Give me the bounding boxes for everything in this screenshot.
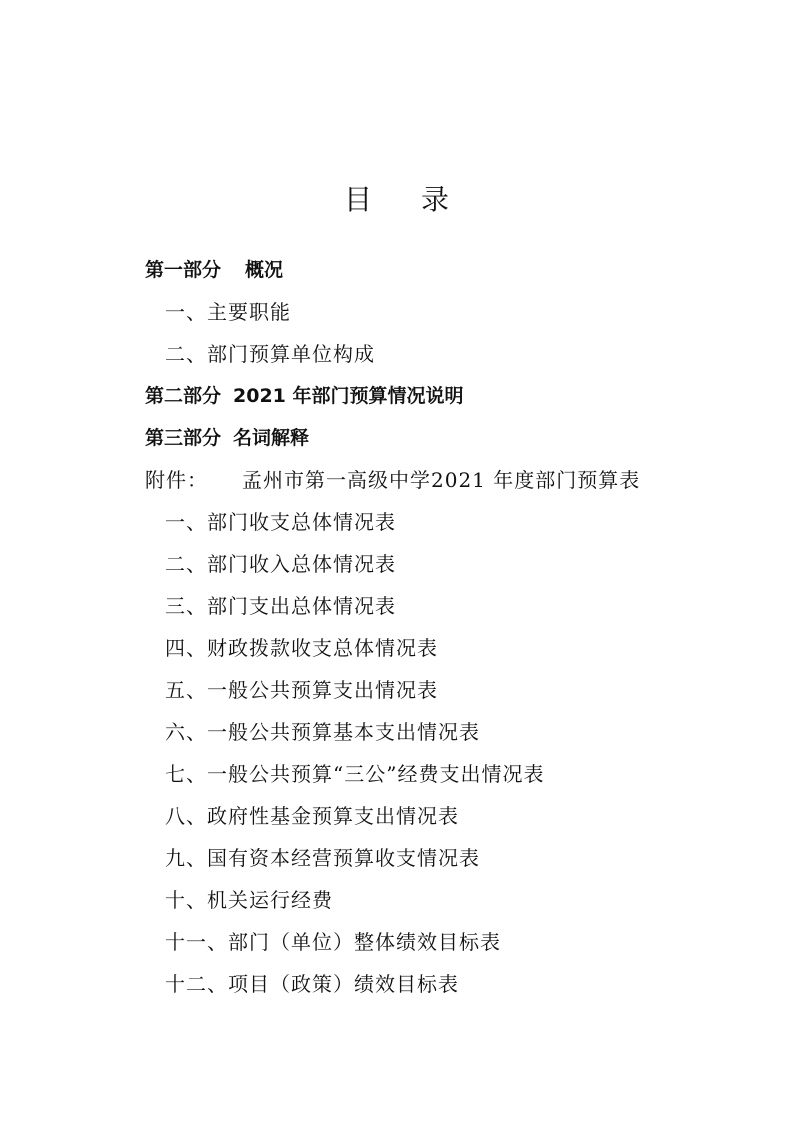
toc-appendix-item: 十一、部门（单位）整体绩效目标表 [165, 930, 501, 954]
toc-part-2-title: 2021 年部门预算情况说明 [233, 385, 464, 407]
toc-appendix-item: 十二、项目（政策）绩效目标表 [165, 972, 459, 996]
toc-part-2 [145, 376, 464, 416]
toc-appendix-item: 八、政府性基金预算支出情况表 [165, 804, 459, 828]
appendix-title: 孟州市第一高级中学2021 年度部门预算表 [242, 468, 641, 492]
toc-part-3-title: 名词解释 [233, 427, 310, 449]
toc-part-1-label: 第一部分 [145, 259, 222, 281]
toc-appendix-item: 三、部门支出总体情况表 [165, 594, 396, 618]
toc-title: 目 录 [344, 183, 469, 216]
toc-appendix-item: 十、机关运行经费 [165, 888, 333, 912]
toc-appendix [145, 460, 640, 500]
toc-part-3-label: 第三部分 [145, 427, 222, 449]
toc-appendix-item: 九、国有资本经营预算收支情况表 [165, 846, 480, 870]
toc-appendix-item: 七、一般公共预算“三公”经费支出情况表 [165, 762, 545, 786]
toc-part-1 [145, 250, 283, 290]
toc-item-main-functions: 一、主要职能 [165, 300, 291, 324]
toc-appendix-item: 六、一般公共预算基本支出情况表 [165, 720, 480, 744]
toc-part-1-title: 概况 [245, 259, 284, 281]
toc-appendix-item: 四、财政拨款收支总体情况表 [165, 636, 438, 660]
appendix-label: 附件： [145, 468, 208, 492]
toc-part-2-label: 第二部分 [145, 385, 222, 407]
toc-appendix-item: 二、部门收入总体情况表 [165, 552, 396, 576]
toc-appendix-item: 一、部门收支总体情况表 [165, 510, 396, 534]
toc-part-3 [145, 418, 309, 458]
toc-appendix-item: 五、一般公共预算支出情况表 [165, 678, 438, 702]
toc-item-unit-composition: 二、部门预算单位构成 [165, 342, 375, 366]
